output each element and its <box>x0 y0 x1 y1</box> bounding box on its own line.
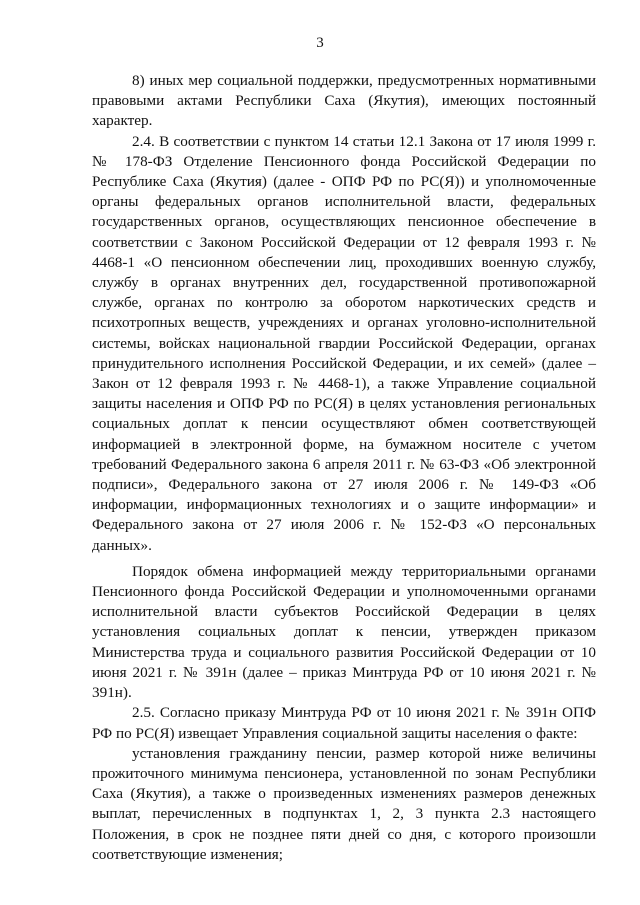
paragraph-item-8: 8) иных мер социальной поддержки, предусмотренных нормативными правовыми актами Республики Саха (Якутия), имеющих постоянный характер. <box>92 72 596 130</box>
paragraph-exchange-procedure: Порядок обмена информацией между территориальными органами Пенсионного фонда Российской Федерации и уполномоченными органами исполнительной власти субъектов Российской Федерации в целях установления социальных доплат к пенсии, утвержден приказом Министерства труда и социального развития Российской Федерации от 10 июня 2021 г. № 391н (далее – приказ Минтруда РФ от 10 июня 2021 г. № 391н). <box>92 562 596 702</box>
document-body <box>92 71 596 865</box>
page-number: 3 <box>316 35 324 51</box>
paragraph-2-4: 2.4. В соответствии с пунктом 14 статьи 12.1 Закона от 17 июля 1999 г. № 178-ФЗ Отделение Пенсионного фонда Российской Федерации по Республике Саха (Якутия) (далее - ОПФ РФ по РС(Я)) и уполномоченные органы федеральных органов исполнительной власти, федеральных государственных органов, осуществляющих пенсионное обеспечение в соответствии с Законом Российской Федерации от 12 февраля 1993 г. № 4468-1 «О пенсионном обеспечении лиц, проходивших военную службу, службу в органах внутренних дел, государственной противопожарной службе, органах по контролю за оборотом наркотических средств и психотропных веществ, учреждениях и органах уголовно-исполнительной системы, войсках национальной гвардии Российской Федерации, органах принудительного исполнения Российской Федерации, и их семей» (далее – Закон от 12 февраля 1993 г. № 4468-1), а также Управление социальной защиты населения и ОПФ РФ по РС(Я) в целях установления региональных социальных доплат к пенсии осуществляют обмен соответствующей информацией в электронной форме, на бумажном носителе с учетом требований Федерального закона 6 апреля 2011 г. № 63-ФЗ «Об электронной подписи», Федерального закона от 27 июля 2006 г. № 149-ФЗ «Об информации, информационных технологиях и о защите информации» и Федерального закона от 27 июля 2006 г. № 152-ФЗ «О персональных данных». <box>92 132 596 554</box>
paragraph-pension-establishment: установления гражданину пенсии, размер которой ниже величины прожиточного минимума пенсионера, установленной по зонам Республики Саха (Якутия), а также о произведенных изменениях размеров денежных выплат, перечисленных в подпунктах 1, 2, 3 пункта 2.3 настоящего Положения, в срок не позднее пяти дней со дня, с которого произошли соответствующие изменения; <box>92 744 596 863</box>
paragraph-2-5: 2.5. Согласно приказу Минтруда РФ от 10 июня 2021 г. № 391н ОПФ РФ по РС(Я) извещает Управления социальной защиты населения о факте: <box>92 704 596 742</box>
